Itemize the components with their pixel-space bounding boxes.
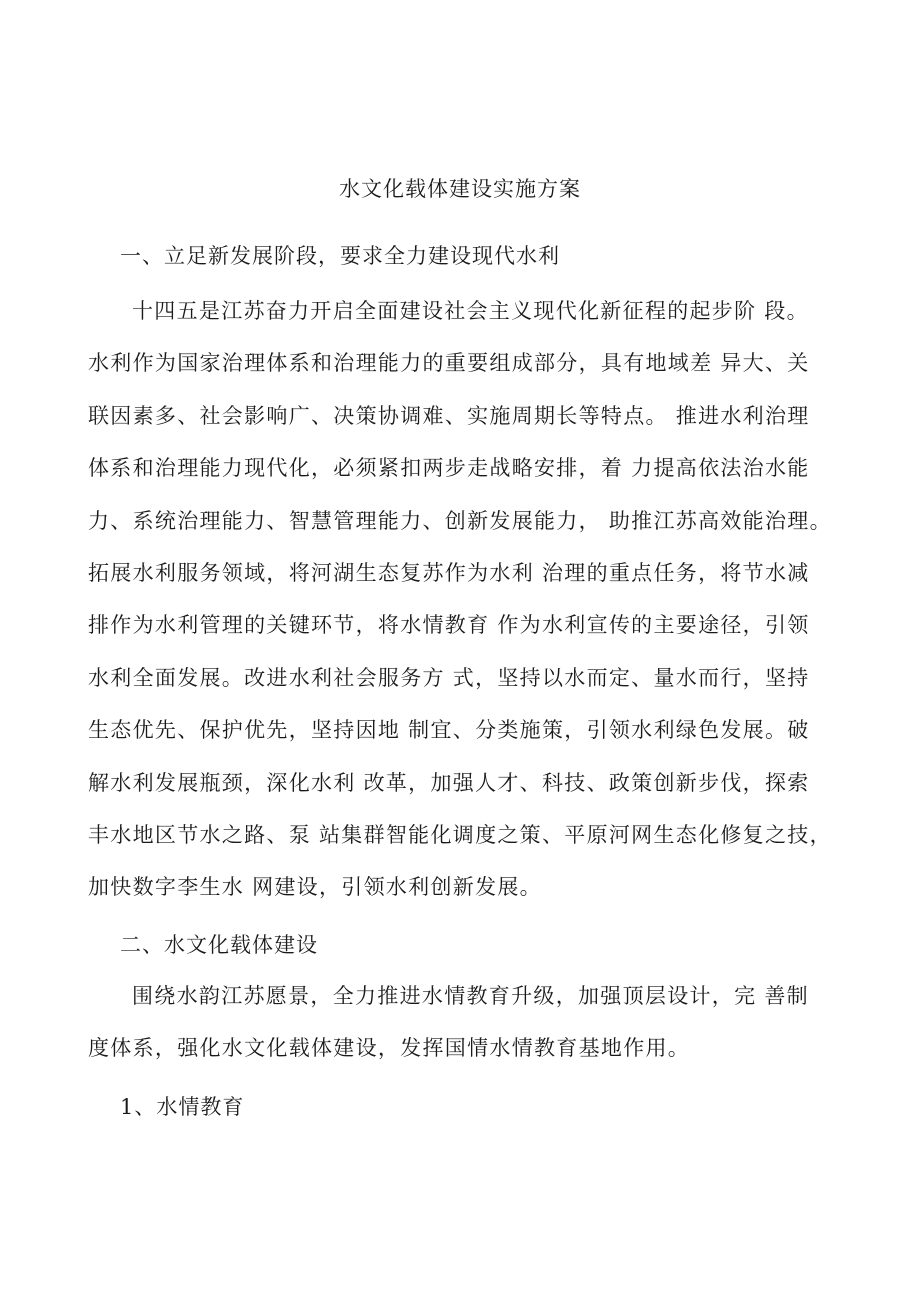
paragraph-line: 水利全面发展。改进水利社会服务方 式，坚持以水而定、量水而行，坚持 (88, 665, 810, 690)
paragraph-line: 力、系统治理能力、智慧管理能力、创新发展能力， 助推江苏高效能治理。 (88, 508, 832, 533)
paragraph-line: 加快数字李生水 网建设，引领水利创新发展。 (88, 875, 542, 900)
paragraph-line: 排作为水利管理的关键环节，将水情教育 作为水利宣传的主要途径，引领 (88, 613, 810, 638)
paragraph-line: 水利作为国家治理体系和治理能力的重要组成部分，具有地域差 异大、关 (88, 351, 810, 376)
paragraph-line: 十四五是江苏奋力开启全面建设社会主义现代化新征程的起步阶 段。 (132, 299, 809, 323)
paragraph-line: 生态优先、保护优先，坚持因地 制宜、分类施策，引领水利绿色发展。破 (88, 718, 810, 743)
paragraph-line: 解水利发展瓶颈，深化水利 改革，加强人才、科技、政策创新步伐，探索 (88, 770, 810, 795)
section-heading-3: 1、水情教育 (120, 1095, 245, 1119)
section-heading-2: 二、水文化载体建设 (120, 933, 318, 957)
section-heading-1: 一、立足新发展阶段，要求全力建设现代水利 (120, 244, 560, 268)
paragraph-line: 拓展水利服务领域，将河湖生态复苏作为水利 治理的重点任务，将节水减 (88, 560, 810, 585)
paragraph-line: 体系和治理能力现代化，必须紧扣两步走战略安排，着 力提高依法治水能 (88, 456, 810, 481)
paragraph-line: 丰水地区节水之路、泵 站集群智能化调度之策、平原河网生态化修复之技， (88, 822, 832, 847)
paragraph-2 (88, 970, 840, 1075)
paragraph-line: 度体系，强化水文化载体建设，发挥国情水情教育基地作用。 (88, 1036, 691, 1061)
paragraph-line: 围绕水韵江苏愿景，全力推进水情教育升级，加强顶层设计，完 善制 (132, 984, 809, 1008)
paragraph-line: 联因素多、社会影响广、决策协调难、实施周期长等特点。 推进水利治理 (88, 403, 810, 428)
document-title: 水文化载体建设实施方案 (339, 177, 581, 201)
paragraph-1 (88, 285, 840, 914)
